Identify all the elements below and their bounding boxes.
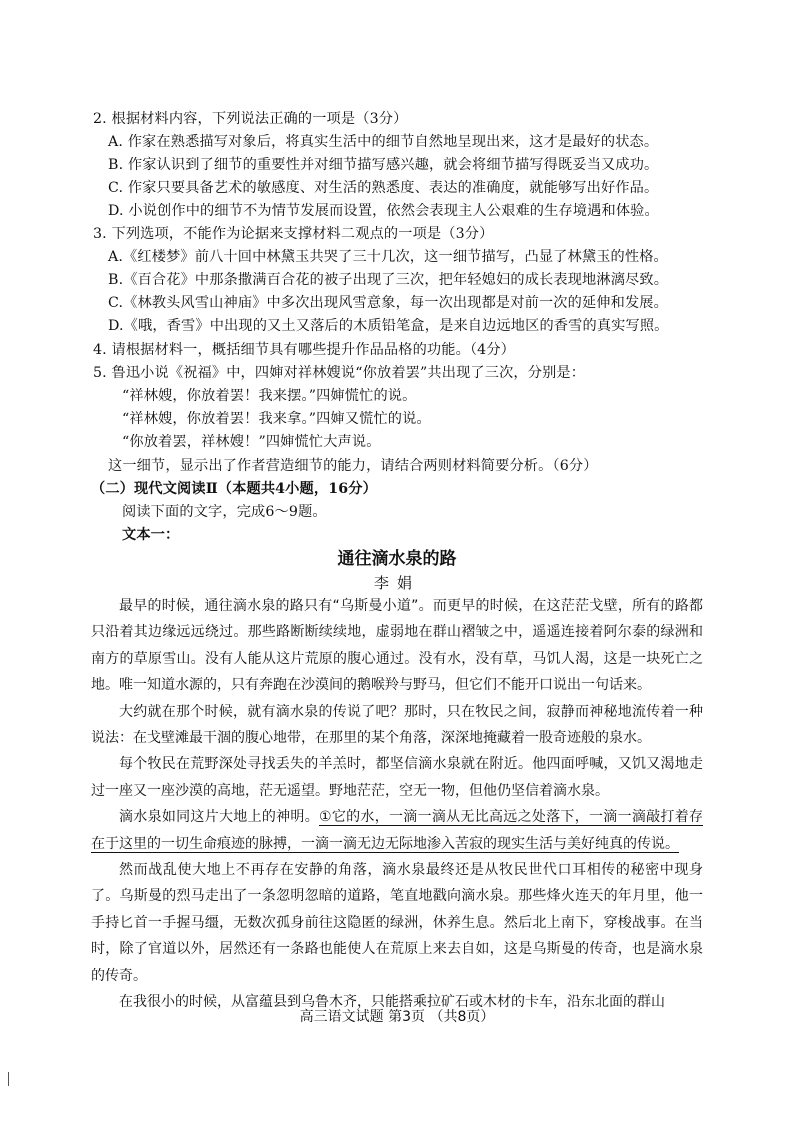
paragraph-4-lead: 滴水泉如同这片大地上的神明。 [119,809,320,826]
question-3-option-a: A.《红楼梦》前八十回中林黛玉共哭了三十几次，这一细节描写，凸显了林黛玉的性格。 [108,249,668,265]
question-3-option-d: D.《哦，香雪》中出现的又土又落后的木质铅笔盒，是来自边远地区的香雪的真实写照。 [108,318,669,334]
page-footer [0,1007,794,1027]
article-paragraph-4 [91,804,703,857]
question-3-option-c: C.《林教头风雪山神庙》中多次出现风雪意象，每一次出现都是对前一次的延伸和发展。 [108,295,668,311]
section-heading: （二）现代文阅读Ⅱ（本题共4小题，16分） [91,481,377,497]
reading-instruction: 阅读下面的文字，完成6～9题。 [122,504,327,520]
footer-total: （共8页） [429,1009,495,1025]
question-2-stem: 2. 根据材料内容，下列说法正确的一项是（3分） [93,111,408,127]
question-3-option-b: B.《百合花》中那条撒满百合花的被子出现了三次，把年轻媳妇的成长表现地淋漓尽致。 [108,272,669,288]
article-author: 李娟 [373,574,420,592]
scan-edge-mark [8,1072,9,1086]
article-paragraph-1: 最早的时候，通往滴水泉的路只有“乌斯曼小道”。而更早的时候，在这茫茫戈壁，所有的路都只沿着其边缘远远绕过。那些路断断续续地，虚弱地在群山褶皱之中，遥遥连接着阿尔泰的绿洲和南方的草原雪山。没有人能从这片荒原的腹心通过。没有水，没有草，马饥人渴，这是一块死亡之地。唯一知道水源的，只有奔跑在沙漠间的鹅喉羚与野马，但它们不能开口说出一句话来。 [91,598,703,694]
footer-title: 高三语文试题 [299,1009,384,1025]
article-paragraph-3: 每个牧民在荒野深处寻找丢失的羊羔时，都坚信滴水泉就在附近。他四面呼喊，又饥又渴地走过一座又一座沙漠的高地，茫无遥望。野地茫茫，空无一物，但他仍坚信着滴水泉。 [91,756,703,799]
article-paragraph-5: 然而战乱使大地上不再存在安静的角落，滴水泉最终还是从牧民世代口耳相传的秘密中现身了。乌斯曼的烈马走出了一条忽明忽暗的道路，笔直地戳向滴水泉。那些烽火连天的年月里，他一手持匕首一手握马缰，无数次孤身前往这隐匿的绿洲，休养生息。然后北上南下，穿梭战事。在当时，除了官道以外，居然还有一条路也能使人在荒原上来去自如，这是乌斯曼的传奇，也是滴水泉的传奇。 [91,862,703,984]
question-5-quote-1: “祥林嫂，你放着罢！我来摆。”四婶慌忙的说。 [122,388,417,404]
question-2-option-b: B. 作家认识到了细节的重要性并对细节描写感兴趣，就会将细节描写得既妥当又成功。 [108,157,659,173]
question-5-quote-3: “你放着罢，祥林嫂！”四婶慌忙大声说。 [122,434,381,450]
question-2-option-d: D. 小说创作中的细节不为情节发展而设置，依然会表现主人公艰难的生存境遇和体验。 [108,203,659,219]
article-paragraph-2: 大约就在那个时候，就有滴水泉的传说了吧？那时，只在牧民之间，寂静而神秘地流传着一种说法：在戈壁滩最干涸的腹心地带，在那里的某个角落，深深地掩藏着一股奇迹般的泉水。 [91,703,703,747]
question-5-task: 这一细节，显示出了作者营造细节的能力，请结合两则材料简要分析。（6分） [108,458,598,474]
article-body [91,593,703,1016]
question-2-option-a: A. 作家在熟悉描写对象后，将真实生活中的细节自然地呈现出来，这才是最好的状态。 [108,134,659,150]
question-5-quote-2: “祥林嫂，你放着罢！我来拿。”四婶又慌忙的说。 [122,411,431,427]
question-4-stem: 4. 请根据材料一，概括细节具有哪些提升作品品格的功能。（4分） [93,342,516,358]
question-5-stem: 5. 鲁迅小说《祝福》中，四婶对祥林嫂说“你放着罢”共出现了三次，分别是： [93,365,586,381]
article-title: 通往滴水泉的路 [337,549,457,569]
article-paragraph-6: 在我很小的时候，从富蕴县到乌鲁木齐，只能搭乘拉矿石或木材的卡车，沿东北面的群山 [119,994,665,1011]
underlined-sentence-1: ①它的水，一滴一滴从无比高远之处落下，一滴一滴敲打着存在于这里的一切生命痕迹的脉搏，一滴一滴无边无际地渗入苦寂的现实生活与美好纯真的传说。 [91,809,703,852]
question-2-option-c: C. 作家只要具备艺术的敏感度、对生活的熟悉度、表达的准确度，就能够写出好作品。 [108,180,659,196]
text-one-label: 文本一： [122,527,180,543]
question-3-stem: 3. 下列选项，不能作为论据来支撑材料二观点的一项是（3分） [93,226,494,242]
footer-page: 第3页 [388,1009,425,1025]
